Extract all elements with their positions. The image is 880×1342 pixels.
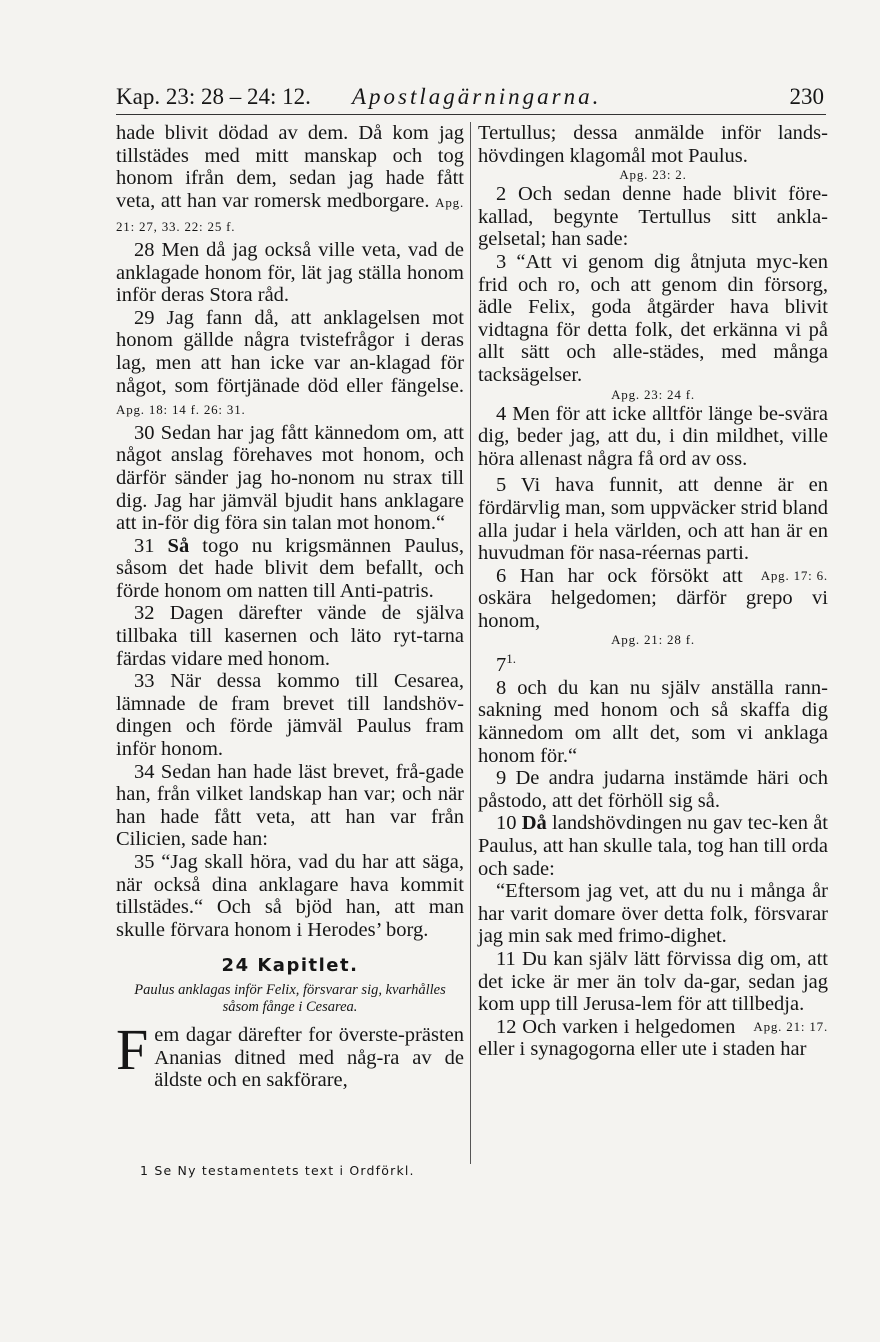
- verse-4: 4 Men för att icke alltför länge be-svära dig, beder jag, att du, i din mildhet, ville höra allenast några få ord av oss.: [478, 402, 828, 470]
- chapter-summary: Paulus anklagas inför Felix, försvarar sig, kvarhålles såsom fånge i Cesarea.: [134, 981, 446, 1015]
- verse-2: 2 Och sedan denne hade blivit före-kallad, begynte Tertullus sitt ankla-gelsetal; han sade:: [478, 183, 828, 251]
- column-divider: [470, 122, 471, 1164]
- chapter-heading: 24 Kapitlet.: [221, 955, 359, 977]
- verse-31: [116, 535, 464, 603]
- chapter-reference: Kap. 23: 28 – 24: 12.: [116, 84, 311, 109]
- cross-reference: Apg. 21: 27, 33. 22: 25 f.: [116, 194, 465, 235]
- right-column: [478, 122, 828, 1061]
- verse-35: 35 “Jag skall höra, vad du har att säga, när också dina anklagare hava kommit tillstädes.“ Och så bjöd han, att man skulle förvara honom i Herodes’ borg.: [116, 851, 464, 941]
- verse-continuation: [116, 122, 464, 239]
- section-lead-word: Då: [521, 812, 547, 835]
- footnote: 1 Se Ny testamentets text i Ordförkl.: [140, 1163, 415, 1178]
- verse-5: [478, 474, 828, 583]
- header-rule: [116, 114, 826, 115]
- page-number: 230: [789, 84, 824, 109]
- cross-reference: Apg. 21: 17.: [753, 1018, 828, 1034]
- verse-text: hade blivit dödad av dem. Då kom jag tillstädes med mitt manskap och tog honom ifrån dem, sedan jag hade fått veta, att han var romersk medborgare.: [116, 122, 464, 212]
- verse-continuation: Tertullus; dessa anmälde inför lands-hövdingen klagomål mot Paulus.: [478, 122, 828, 167]
- speech-paragraph: “Eftersom jag vet, att du nu i många år har varit domare över detta folk, försvarar jag min sak med frimo-dighet.: [478, 880, 828, 948]
- verse-34: 34 Sedan han hade läst brevet, frå-gade han, från vilket landskap han var; och när han hade fått veta, att han var från Cilicien, sade han:: [116, 760, 464, 851]
- cross-reference: Apg. 23: 24 f.: [611, 386, 695, 402]
- verse-text: 11 Du kan själv lätt förvissa dig om, att det icke är mer än tolv da-gar, sedan jag kom upp till Jerusa-lem för att tillbedja.: [478, 948, 828, 1016]
- verse-8: 8 och du kan nu själv anställa rann-sakning med honom och så skaffa dig kännedom om allt det, som vi anklaga honom för.“: [478, 676, 828, 767]
- verse-text: togo nu krigsmännen Paulus, såsom det hade blivit dem befallt, och förde honom om natten till Anti-patris.: [116, 534, 465, 602]
- verse-9: 9 De andra judarna instämde häri och påstodo, att det förhöll sig så.: [478, 767, 828, 812]
- verse-29: [116, 307, 464, 422]
- cross-reference: Apg. 17: 6.: [760, 567, 828, 583]
- verse-text: landshövdingen nu gav tec-ken åt Paulus, att han skulle tala, tog han till orda och sade:: [478, 812, 828, 880]
- section-lead-word: Så: [167, 534, 190, 557]
- verse-30: 30 Sedan har jag fått kännedom om, att något anslag förehaves mot honom, och därför sänder jag ho-nonom nu strax till dig. Jag har jämväl bjudit hans anklagare att in-för dig föra sin talan mot honom.“: [116, 421, 464, 535]
- footnote-marker: 1.: [506, 651, 516, 667]
- cross-reference: Apg. 23: 2.: [619, 167, 687, 183]
- verse-text: em dagar därefter for överste-prästen Ananias ditned med någ-ra av de äldste och en sakförare,: [154, 1023, 464, 1092]
- running-header: [116, 80, 828, 114]
- verse-28: 28 Men då jag också ville veta, vad de anklagade honom för, lät jag ställa honom inför deras Stora råd.: [116, 238, 464, 307]
- verse-text: 5 Vi hava funnit, att denne är en fördärvlig man, som uppväcker strid bland alla judar i hela världen, och att han är en huvudman för nasa-réernas parti.: [478, 474, 828, 565]
- verse-number: 10: [496, 812, 517, 835]
- verse-12: 12 Och varken i helgedomen eller i synagogorna eller ute i staden har: [478, 1015, 807, 1061]
- cross-reference: Apg. 21: 28 f.: [611, 632, 695, 648]
- verse-32: 32 Dagen därefter vände de själva tillbaka till kasernen och läto ryt-tarna färdas vidare med honom.: [116, 602, 464, 670]
- verse-1: [116, 1016, 464, 1092]
- verse-10: [478, 812, 828, 880]
- verse-text: 29 Jag fann då, att anklagelsen mot honom gällde några tvistefrågor i deras lag, men att han icke var an-klagad för något, som förtjänade död eller fängelse.: [116, 306, 464, 397]
- verse-33: 33 När dessa kommo till Cesarea, lämnade de fram brevet till landshöv-dingen och förde jämväl Paulus fram inför honom.: [116, 670, 464, 761]
- verse-6: 6 Han har ock försökt att oskära helgedomen; därför grepo vi honom,: [478, 564, 828, 632]
- left-column: [116, 122, 464, 1092]
- verse-11: [478, 948, 828, 1034]
- verse-3: 3 “Att vi genom dig åtnjuta myc-ken frid och ro, och att genom din försorg, ädle Felix, goda åtgärder hava blivit vidtagna för detta folk, det erkänna vi på allt sätt och alle-städes, med många tacksägelser.: [478, 250, 828, 386]
- verse-7: [478, 648, 828, 676]
- verse-number: 7: [496, 654, 507, 677]
- drop-cap: F: [116, 1016, 149, 1082]
- verse-number: 31: [134, 534, 155, 557]
- cross-reference: Apg. 18: 14 f. 26: 31.: [116, 402, 246, 418]
- book-title: Apostlagärningarna.: [352, 84, 602, 109]
